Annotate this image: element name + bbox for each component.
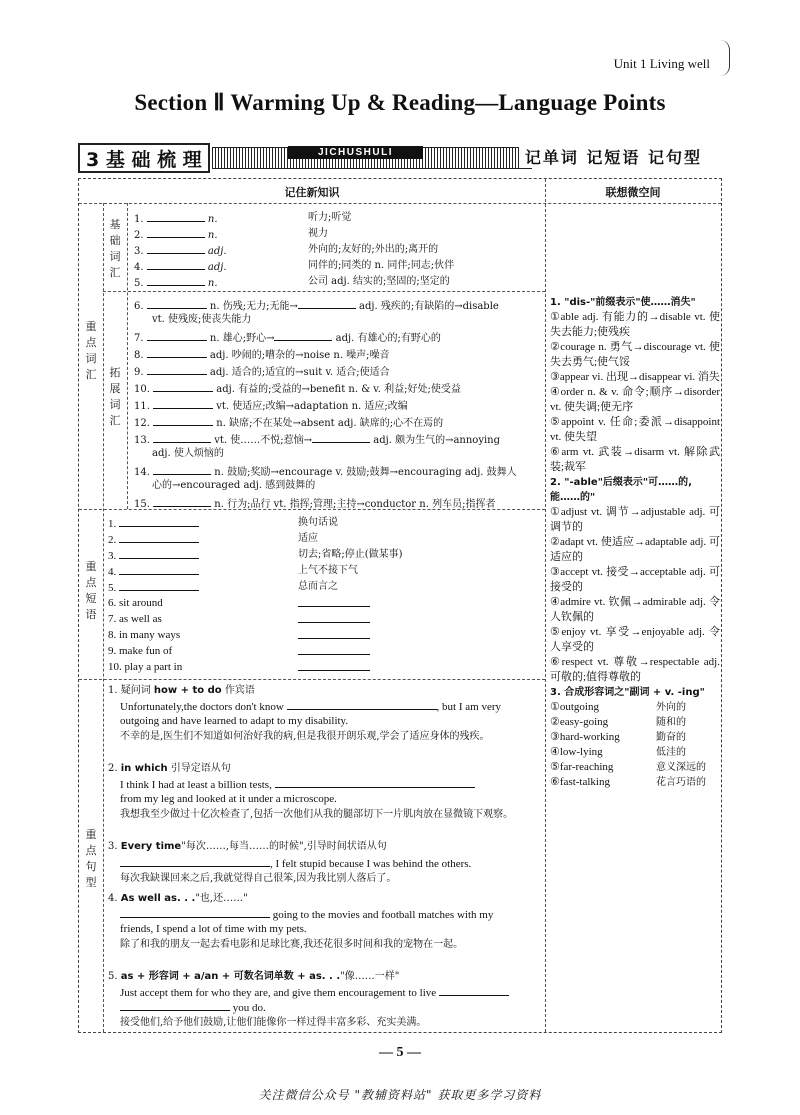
- phrase-item: 4.: [108, 564, 199, 579]
- list-item-cont: 心的→encouraged adj. 感到鼓舞的: [152, 480, 316, 491]
- phrase-item: 10. play a part in: [108, 661, 183, 673]
- pattern-title: 5. as + 形容词 + a/an + 可数名词单数 + as. . ."像……一样": [108, 971, 400, 982]
- association-item: ⑥respect vt. 尊敬→respectable adj. 可敬的;值得尊敬的: [550, 656, 720, 683]
- pattern-example: , I felt stupid because I was behind the others.: [120, 856, 471, 871]
- association-item: ③appear vi. 出现→disappear vi. 消失: [550, 371, 720, 383]
- category-sentences: 重点句型: [85, 828, 97, 889]
- list-item: 13. vt. 使……不悦;惹恼→ adj. 颇为生气的→annoying: [134, 432, 500, 448]
- banner-subtitle: 记单词 记短语 记句型: [519, 145, 708, 168]
- association-heading: 2. "-able"后缀表示"可……的,能……的": [550, 477, 692, 503]
- pattern-translation: 我想我至少做过十亿次检查了,包括一次他们从我的腿部切下一片肌肉放在显微镜下观察。: [120, 809, 514, 820]
- list-item-meaning: 同伴的;同类的 n. 同伴;同志;伙伴: [308, 260, 455, 271]
- association-heading: 1. "dis-"前缀表示"使……消失": [550, 297, 696, 308]
- compound-meaning: 意义深远的: [656, 762, 706, 773]
- pattern-title: 2. in which 引导定语从句: [108, 763, 231, 774]
- list-item-meaning: 外向的;友好的;外出的;离开的: [308, 244, 439, 255]
- pattern-example: from my leg and looked at it under a microscope.: [120, 793, 337, 805]
- phrase-meaning: 切去;省略;停止(做某事): [298, 549, 403, 560]
- phrase-item: 1.: [108, 516, 199, 531]
- phrase-answer-blank: [298, 596, 370, 612]
- phrase-item: 8. in many ways: [108, 629, 181, 641]
- list-item: 5. n.: [134, 275, 218, 291]
- list-item: 9. adj. 适合的;适宜的→suit v. 适合;使适合: [134, 364, 390, 380]
- phrase-meaning: 上气不接下气: [298, 565, 358, 576]
- phrase-answer-blank: [298, 612, 370, 628]
- pattern-title: 4. As well as. . ."也,还……": [108, 893, 248, 904]
- pattern-title: 3. Every time"每次……,每当……的时候",引导时间状语从句: [108, 841, 387, 852]
- list-item-cont: vt. 使残废;使丧失能力: [152, 314, 252, 325]
- footer-note: 关注微信公众号 "教辅资料站" 获取更多学习资料: [258, 1088, 542, 1102]
- phrase-item: 5.: [108, 580, 199, 595]
- pattern-example: you do.: [120, 1000, 266, 1015]
- phrase-answer-blank: [298, 644, 370, 660]
- compound-meaning: 随和的: [656, 717, 686, 728]
- pattern-example: I think I had at least a billion tests,: [120, 777, 475, 792]
- association-item: ②adapt vt. 使适应→adaptable adj. 可适应的: [550, 536, 720, 563]
- list-item-meaning: 视力: [308, 228, 328, 239]
- association-heading: 3. 合成形容词之"副词 + v. -ing": [550, 687, 705, 698]
- association-item: ⑥arm vt. 武装→disarm vt. 解除武装;裁军: [550, 446, 720, 473]
- compound-word: ④low-lying: [550, 746, 603, 758]
- pattern-example: going to the movies and football matches with my: [120, 907, 493, 922]
- category-phrases: 重点短语: [85, 560, 97, 621]
- category-extended: 拓展词汇: [109, 366, 121, 427]
- banner-pinyin: JICHUSHULI: [288, 146, 423, 159]
- list-item: 7. n. 雄心;野心→ adj. 有雄心的;有野心的: [134, 330, 441, 346]
- compound-word: ②easy-going: [550, 716, 609, 728]
- pattern-translation: 每次我缺课回来之后,我就觉得自己很笨,因为我比别人落后了。: [120, 873, 397, 884]
- banner-label: 3 基 础 梳 理: [78, 143, 210, 173]
- phrase-meaning: 换句话说: [298, 517, 338, 528]
- pattern-example: Just accept them for who they are, and give them encouragement to live: [120, 985, 509, 1000]
- association-item: ②courage n. 勇气→discourage vt. 使失去勇气;使气馁: [550, 341, 720, 368]
- compound-word: ③hard-working: [550, 731, 620, 743]
- list-item: 3. adj.: [134, 243, 227, 259]
- phrase-item: 3.: [108, 548, 199, 563]
- right-column-header: 联想微空间: [605, 186, 661, 199]
- association-panel: [550, 295, 720, 790]
- phrase-item: 6. sit around: [108, 597, 163, 609]
- page-number: — 5 —: [379, 1045, 421, 1060]
- list-item: 14. n. 鼓励;奖励→encourage v. 鼓励;鼓舞→encouraging adj. 鼓舞人: [134, 464, 517, 480]
- compound-word: ⑤far-reaching: [550, 761, 614, 773]
- compound-meaning: 低洼的: [656, 747, 686, 758]
- phrase-answer-blank: [298, 628, 370, 644]
- compound-meaning: 外向的: [656, 702, 686, 713]
- pattern-example: friends, I spend a lot of time with my pets.: [120, 923, 307, 935]
- association-item: ①able adj. 有能力的→disable vt. 使失去能力;使残疾: [550, 311, 720, 338]
- association-item: ⑤appoint v. 任命;委派→disappoint vt. 使失望: [550, 416, 720, 443]
- phrase-meaning: 适应: [298, 533, 318, 544]
- section-title: Section Ⅱ Warming Up & Reading—Language Points: [134, 90, 666, 115]
- list-item-meaning: 公司 adj. 结实的;坚固的;坚定的: [308, 276, 450, 287]
- compound-adjective-list: [550, 700, 720, 790]
- association-item: ①adjust vt. 调节→adjustable adj. 可调节的: [550, 506, 720, 533]
- pattern-translation: 除了和我的朋友一起去看电影和足球比赛,我还花很多时间和我的宠物在一起。: [120, 939, 464, 950]
- pattern-example: outgoing and have learned to adapt to my disability.: [120, 715, 349, 727]
- list-item: 8. adj. 吵闹的;嘈杂的→noise n. 噪声;噪音: [134, 347, 390, 363]
- list-item: 15. n. 行为;品行 vt. 指挥;管理;主持→conductor n. 列车员;指挥者: [134, 496, 495, 512]
- list-item: 11. vt. 使适应;改编→adaptation n. 适应;改编: [134, 398, 408, 414]
- list-item: 1. n.: [134, 211, 218, 227]
- phrase-item: 7. as well as: [108, 613, 162, 625]
- list-item: 10. adj. 有益的;受益的→benefit n. & v. 利益;好处;使受益: [134, 381, 461, 397]
- phrase-answer-blank: [298, 660, 370, 676]
- left-column-header: 记住新知识: [284, 186, 340, 199]
- pattern-translation: 接受他们,给予他们鼓励,让他们能像你一样过得丰富多彩、充实美满。: [120, 1017, 427, 1028]
- compound-meaning: 勤奋的: [656, 732, 686, 743]
- category-basic: 基础词汇: [109, 218, 121, 279]
- compound-word: ⑥fast-talking: [550, 776, 610, 788]
- category-vocab: 重点词汇: [85, 320, 97, 381]
- association-item: ④order n. & v. 命令;顺序→disorder vt. 使失调;使无序: [550, 386, 720, 413]
- pattern-translation: 不幸的是,医生们不知道如何治好我的病,但是我很开朗乐观,学会了适应身体的残疾。: [120, 731, 490, 742]
- association-item: ③accept vt. 接受→acceptable adj. 可接受的: [550, 566, 720, 593]
- list-item-meaning: 听力;听觉: [308, 212, 352, 223]
- list-item-cont: adj. 使人烦恼的: [152, 448, 224, 459]
- pattern-example: Unfortunately,the doctors don't know , but I am very: [120, 701, 501, 713]
- list-item: 4. adj.: [134, 259, 227, 275]
- list-item: 12. n. 缺席;不在某处→absent adj. 缺席的;心不在焉的: [134, 415, 443, 431]
- section-banner: [78, 143, 722, 173]
- unit-header: Unit 1 Living well: [613, 56, 710, 71]
- pattern-title: 1. 疑问词 how + to do 作宾语: [108, 685, 255, 696]
- list-item: 2. n.: [134, 227, 218, 243]
- compound-word: ①outgoing: [550, 701, 599, 713]
- header-bracket: [720, 40, 730, 76]
- association-item: ④admire vt. 钦佩→admirable adj. 令人钦佩的: [550, 596, 720, 623]
- phrase-item: 2.: [108, 532, 199, 547]
- phrase-item: 9. make fun of: [108, 645, 173, 657]
- compound-meaning: 花言巧语的: [656, 777, 706, 788]
- phrase-meaning: 总而言之: [298, 581, 338, 592]
- list-item: 6. n. 伤残;无力;无能→ adj. 残疾的;有缺陷的→disable: [134, 298, 499, 314]
- association-item: ⑤enjoy vt. 享受→enjoyable adj. 令人享受的: [550, 626, 720, 653]
